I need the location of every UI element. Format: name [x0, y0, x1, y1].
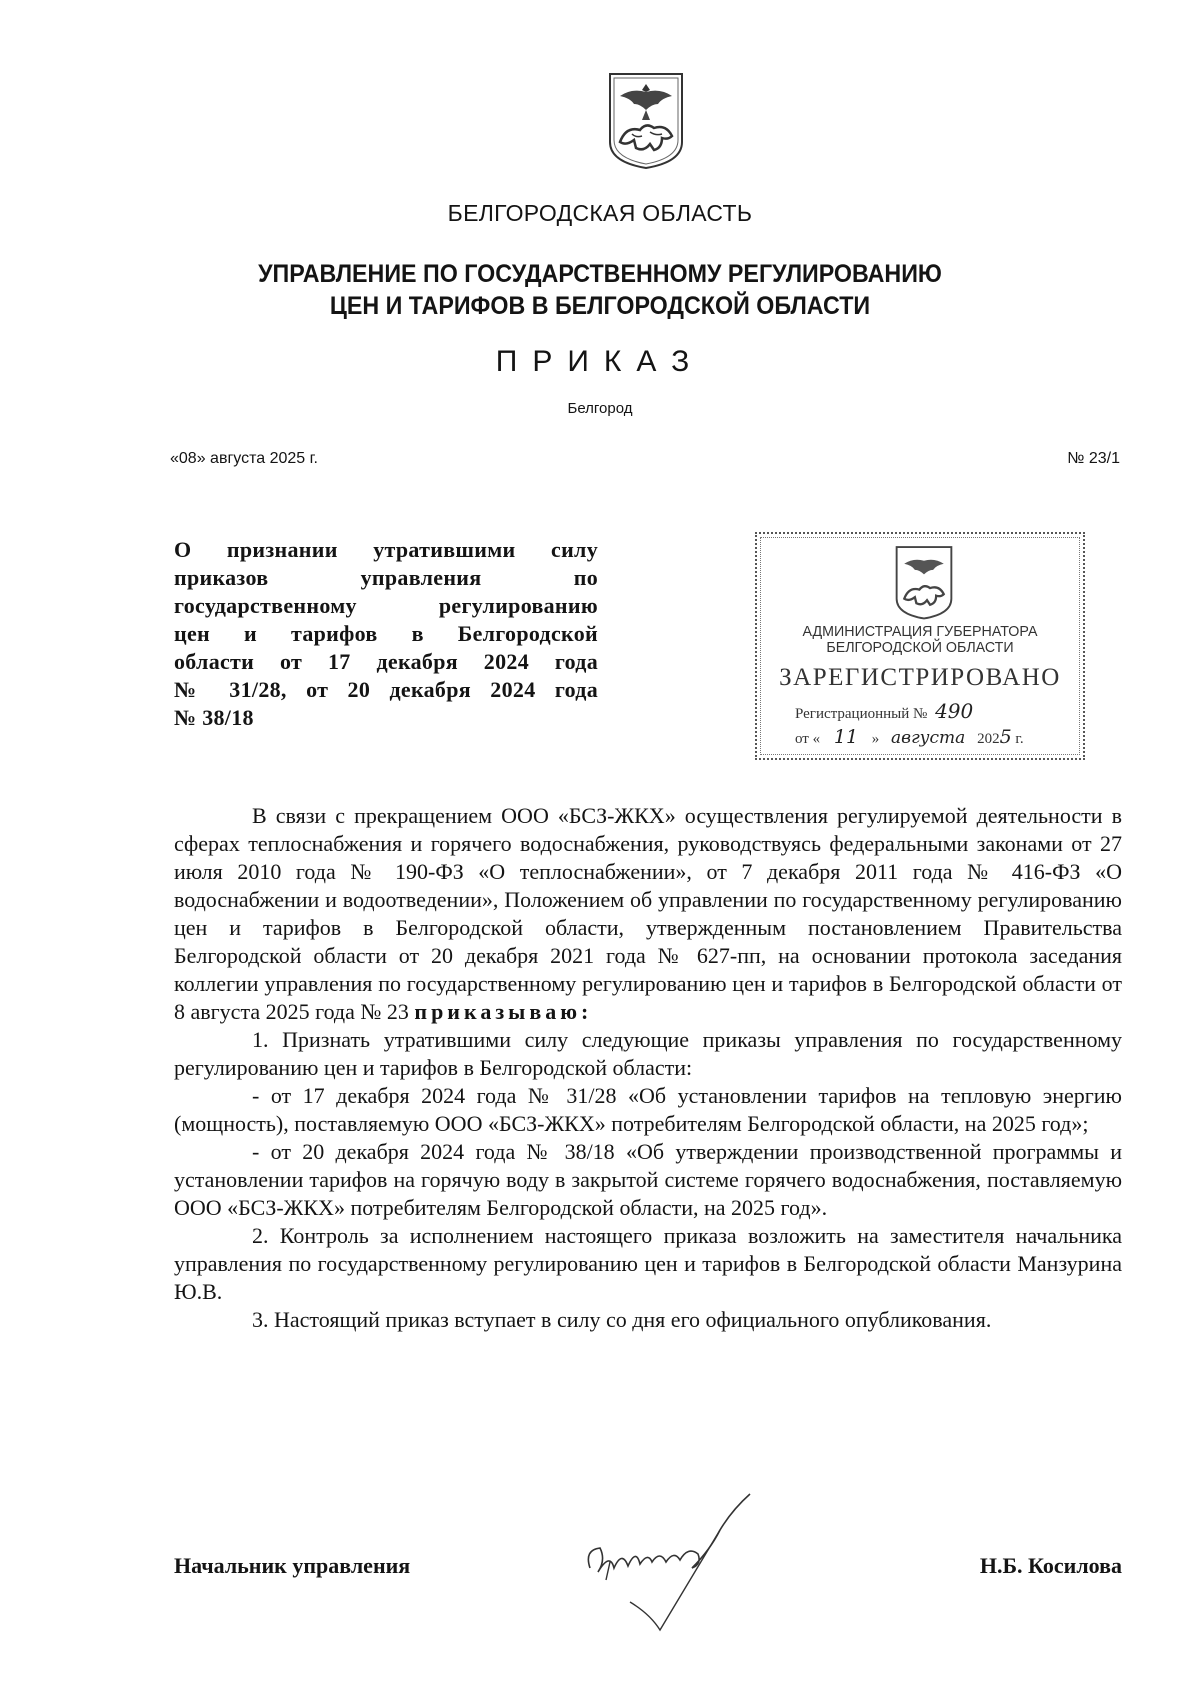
stamp-title: ЗАРЕГИСТРИРОВАНО [779, 664, 1061, 691]
subject-line: № 38/18 [174, 705, 254, 730]
document-subject [174, 536, 598, 732]
subject-line: области от 17 декабря 2024 года [174, 649, 598, 674]
coat-of-arms-emblem [606, 70, 686, 170]
body-item-1: 1. Признать утратившими силу следующие приказы управления по государственному регулированию цен и тарифов в Белгородской области: [174, 1027, 1122, 1080]
stamp-reg-number: 490 [935, 699, 974, 723]
department-line-1: УПРАВЛЕНИЕ ПО ГОСУДАРСТВЕННОМУ РЕГУЛИРОВАНИЮ [258, 260, 942, 288]
stamp-emblem [893, 544, 955, 620]
region-heading: БЕЛГОРОДСКАЯ ОБЛАСТЬ [447, 200, 753, 226]
stamp-org-line-1: АДМИНИСТРАЦИЯ ГУБЕРНАТОРА [802, 623, 1038, 640]
document-date: «08» августа 2025 г. [170, 450, 318, 467]
stamp-registration-number-row [795, 699, 973, 723]
document-number: № 23/1 [1067, 450, 1120, 467]
department-line-2: ЦЕН И ТАРИФОВ В БЕЛГОРОДСКОЙ ОБЛАСТИ [329, 292, 871, 320]
stamp-date-suffix: г. [1015, 731, 1024, 747]
body-intro: В связи с прекращением ООО «БСЗ-ЖКХ» осуществления регулируемой деятельности в сферах теплоснабжения и горячего водоснабжения, руководствуясь федеральными законами от 27 июля 2010 года № 190-ФЗ «О теплоснабжении», от 7 декабря 2011 года № 416-ФЗ «О водоснабжении и водоотведении», Положением об управлении по государственному регулированию цен и тарифов в Белгородской области, утвержденным постановлением Правительства Белгородской области от 20 декабря 2021 года № 627-пп, на основании протокола заседания коллегии управления по государственному регулированию цен и тарифов в Белгородской области от 8 августа 2025 года № 23 [174, 803, 1122, 1024]
stamp-date-month: августа [891, 728, 966, 748]
signer-position: Начальник управления [174, 1553, 411, 1578]
stamp-date-year-prefix: 202 [977, 731, 1000, 747]
body-item-1-a: - от 17 декабря 2024 года № 31/28 «Об установлении тарифов на тепловую энергию (мощность), поставляемую ООО «БСЗ-ЖКХ» потребителям Белгородской области, на 2025 год»; [174, 1083, 1122, 1136]
stamp-date-day: 11 [833, 726, 859, 748]
body-intro-paragraph [174, 802, 1122, 1026]
subject-line: № 31/28, от 20 декабря 2024 года [174, 677, 598, 702]
stamp-date-year-suffix: 5 [999, 726, 1012, 748]
subject-line: О признании утратившими силу [174, 537, 598, 562]
stamp-org-line-2: БЕЛГОРОДСКОЙ ОБЛАСТИ [826, 639, 1014, 656]
stamp-organization [765, 624, 1075, 656]
subject-line: приказов управления по [174, 565, 598, 590]
signer-name: Н.Б. Косилова [979, 1553, 1122, 1578]
department-heading [42, 258, 1158, 322]
registration-stamp [755, 532, 1085, 760]
body-item-1-b: - от 20 декабря 2024 года № 38/18 «Об утверждении производственной программы и установлении тарифов на горячую воду в закрытой системе горячего водоснабжения, поставляемую ООО «БСЗ-ЖКХ» потребителям Белгородской области, на 2025 год». [174, 1139, 1122, 1220]
body-item-3: 3. Настоящий приказ вступает в силу со дня его официального опубликования. [252, 1307, 992, 1332]
document-body [174, 802, 1122, 1334]
stamp-reg-label: Регистрационный № [795, 706, 928, 722]
city-label: Белгород [567, 400, 633, 417]
stamp-date-mid: » [871, 731, 880, 747]
body-item-2: 2. Контроль за исполнением настоящего приказа возложить на заместителя начальника управления по государственному регулированию цен и тарифов в Белгородской области Манзурина Ю.В. [174, 1223, 1122, 1304]
handwritten-signature [570, 1490, 760, 1640]
document-type-title: ПРИКАЗ [495, 345, 705, 378]
stamp-date-row [795, 726, 1024, 748]
subject-line: государственному регулированию [174, 593, 598, 618]
order-keyword: приказываю: [414, 999, 593, 1024]
subject-line: цен и тарифов в Белгородской [174, 621, 598, 646]
stamp-date-prefix: от « [795, 731, 821, 747]
